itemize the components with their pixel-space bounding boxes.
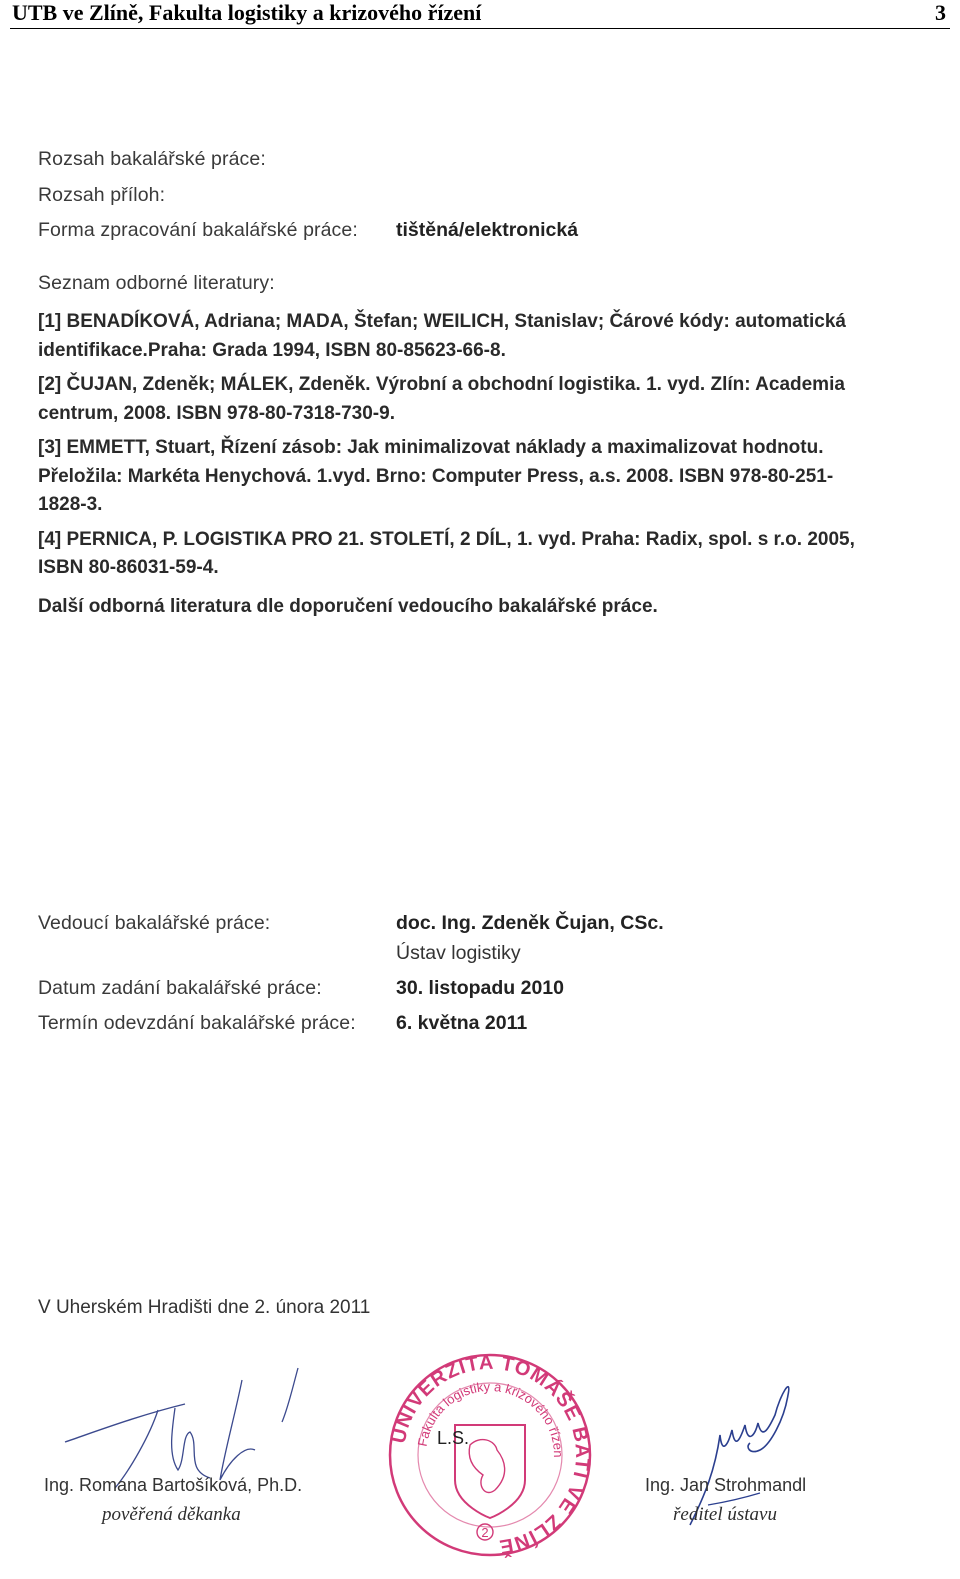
left-signature	[44, 1475, 302, 1526]
literature-label: Seznam odborné literatury:	[38, 272, 275, 294]
reference-item: [2] ČUJAN, Zdeněk; MÁLEK, Zdeněk. Výrobní a obchodní logistika. 1. vyd. Zlín: Academia centrum, 2008. ISBN 978-80-7318-730-9.	[38, 374, 845, 424]
right-signer-role: ředitel ústavu	[673, 1504, 777, 1525]
more-literature: Další odborná literatura dle doporučení vedoucího bakalářské práce.	[38, 596, 658, 617]
appendix-row	[38, 184, 165, 207]
page-header	[10, 0, 950, 29]
assigned-row	[38, 977, 564, 1000]
right-signature	[645, 1475, 806, 1526]
reference-list	[38, 308, 878, 589]
format-row	[38, 219, 579, 242]
assigned-value: 30. listopadu 2010	[396, 977, 564, 999]
scope-label: Rozsah bakalářské práce:	[38, 148, 266, 170]
stamp-ls: L.S.	[437, 1428, 470, 1448]
assigned-label: Datum zadání bakalářské práce:	[38, 977, 322, 999]
left-signer-name: Ing. Romana Bartošíková, Ph.D.	[44, 1475, 303, 1495]
stamp-number: 2	[481, 1525, 489, 1540]
right-signer-name: Ing. Jan Strohmandl	[645, 1475, 807, 1495]
reference-item: [3] EMMETT, Stuart, Řízení zásob: Jak minimalizovat náklady a maximalizovat hodnotu. Přeložila: Markéta Henychová. 1.vyd. Brno: Computer Press, a.s. 2008. ISBN 978-80-251-1828-3.	[38, 437, 834, 515]
due-row	[38, 1012, 528, 1035]
supervisor-label: Vedoucí bakalářské práce:	[38, 912, 271, 934]
university-stamp	[383, 1338, 595, 1560]
left-signer-role: pověřená děkanka	[102, 1504, 241, 1525]
page-number: 3	[935, 0, 946, 25]
appendix-label: Rozsah příloh:	[38, 184, 166, 206]
literature-row	[38, 272, 275, 295]
place-date: V Uherském Hradišti dne 2. února 2011	[38, 1297, 371, 1318]
due-label: Termín odevzdání bakalářské práce:	[38, 1012, 356, 1034]
reference-item: [1] BENADÍKOVÁ, Adriana; MADA, Štefan; WEILICH, Stanislav; Čárové kódy: automatická identifikace.Praha: Grada 1994, ISBN 80-85623-66-8.	[38, 311, 846, 361]
format-value: tištěná/elektronická	[396, 219, 579, 241]
scope-row	[38, 148, 266, 171]
left-signature-graphic	[60, 1360, 320, 1490]
stamp-inner-text: Fakulta logistiky a krizového řízení	[383, 1338, 567, 1458]
due-value: 6. května 2011	[396, 1012, 528, 1034]
header-title: UTB ve Zlíně, Fakulta logistiky a krizového řízení	[12, 0, 482, 25]
reference-item: [4] PERNICA, P. LOGISTIKA PRO 21. STOLETÍ, 2 DÍL, 1. vyd. Praha: Radix, spol. s r.o. 2005, ISBN 80-86031-59-4.	[38, 528, 855, 578]
supervisor-institute: Ústav logistiky	[396, 942, 521, 964]
supervisor-name: doc. Ing. Zdeněk Čujan, CSc.	[396, 912, 664, 934]
supervisor-row	[38, 912, 664, 935]
stamp-outer-text: UNIVERZITA TOMÁŠE BATI VE ZLÍNĚ	[387, 1351, 594, 1558]
format-label: Forma zpracování bakalářské práce:	[38, 219, 358, 241]
